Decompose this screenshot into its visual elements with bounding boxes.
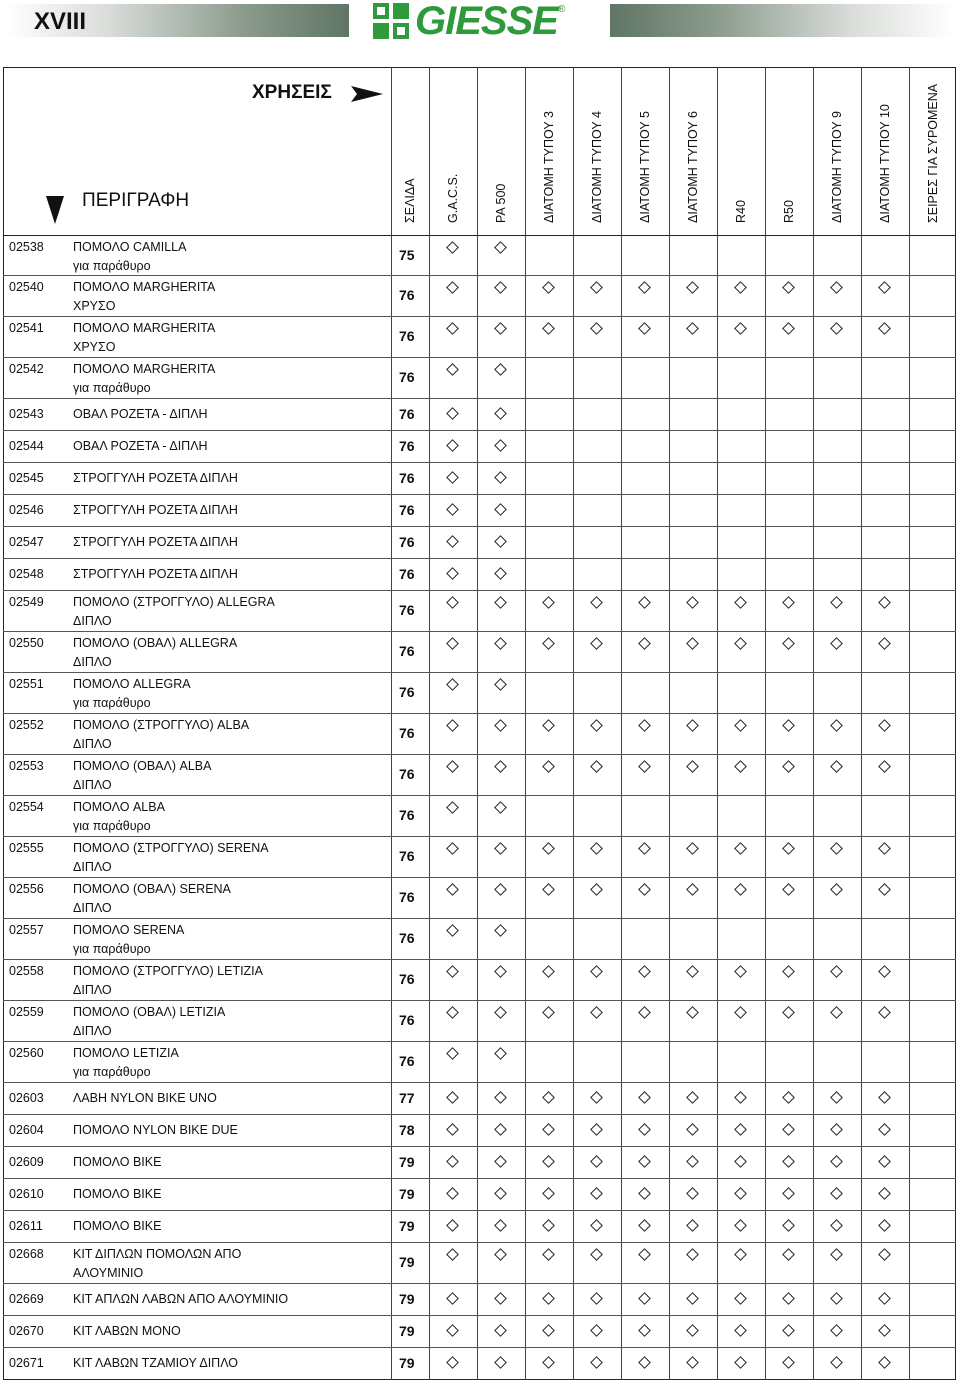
column-header: ΔΙΑΤΟΜΗ ΤΥΠΟΥ 9	[830, 111, 844, 223]
page-reference: 76	[399, 437, 415, 454]
item-code: 02611	[9, 1218, 43, 1233]
item-code: 02545	[9, 470, 44, 485]
column-header: R50	[782, 200, 796, 223]
column-header: ΔΙΑΤΟΜΗ ΤΥΠΟΥ 6	[686, 111, 700, 223]
row-divider	[3, 1242, 956, 1243]
item-description: ΠΟΜΟΛΟ (ΟΒΑΛ) ALLEGRA	[73, 636, 238, 650]
page-reference: 76	[399, 971, 415, 987]
column-header: ΣΕΛΙΔΑ	[403, 178, 417, 223]
column-divider	[669, 67, 670, 1380]
row-divider	[3, 526, 956, 527]
page-reference: 76	[399, 725, 415, 741]
page-reference: 76	[399, 501, 415, 518]
item-code: 02560	[9, 1046, 44, 1060]
item-description: ΔΙΠΛΟ	[73, 1023, 112, 1038]
page-reference: 76	[399, 1053, 415, 1069]
row-divider	[3, 316, 956, 317]
page-reference: 79	[399, 1153, 415, 1170]
item-code: 02550	[9, 636, 44, 650]
row-divider	[3, 1283, 956, 1284]
item-description: ΠΟΜΟΛΟ (ΣΤΡΟΓΓΥΛΟ) LETIZIA	[73, 964, 263, 978]
row-divider	[3, 1146, 956, 1147]
page-reference: 76	[399, 328, 415, 344]
uses-heading: ΧΡΗΣΕΙΣ	[252, 82, 332, 103]
row-divider	[3, 398, 956, 399]
page-reference: 77	[399, 1089, 415, 1106]
item-code: 02669	[9, 1291, 44, 1306]
item-code: 02559	[9, 1005, 44, 1019]
item-description: ΠΟΜΟΛΟ BIKE	[73, 1155, 162, 1169]
row-divider	[3, 754, 956, 755]
column-divider	[391, 67, 392, 1380]
item-description: ΠΟΜΟΛΟ BIKE	[73, 1219, 162, 1233]
page-reference: 79	[399, 1254, 415, 1270]
page-reference: 79	[399, 1322, 415, 1339]
item-description: ΠΟΜΟΛΟ ALBA	[73, 800, 165, 814]
page-reference: 76	[399, 1012, 415, 1028]
column-header: G.A.C.S.	[446, 173, 460, 223]
column-header: R40	[734, 200, 748, 223]
item-description: ΠΟΜΟΛΟ MARGHERITA	[73, 321, 216, 335]
item-description: ΔΙΠΛΟ	[73, 982, 112, 997]
item-description: ΧΡΥΣΟ	[73, 298, 116, 313]
row-divider	[3, 836, 956, 837]
item-code: 02549	[9, 595, 44, 609]
column-divider	[525, 67, 526, 1380]
item-code: 02540	[9, 280, 44, 294]
brand-logo	[373, 1, 565, 41]
row-divider	[3, 1315, 956, 1316]
row-divider	[3, 1210, 956, 1211]
page-reference: 75	[399, 246, 415, 263]
row-divider	[3, 1000, 956, 1001]
item-description: ΔΙΠΛΟ	[73, 777, 112, 792]
item-description: για παράθυρο	[73, 818, 151, 833]
page-reference: 76	[399, 533, 415, 550]
item-code: 02547	[9, 534, 44, 549]
row-divider	[3, 631, 956, 632]
row-divider	[3, 430, 956, 431]
page-reference: 76	[399, 565, 415, 582]
item-description: για παράθυρο	[73, 1064, 151, 1079]
item-description: ΛΑΒΗ NYLON BIKE UNO	[73, 1091, 217, 1105]
column-header: ΔΙΑΤΟΜΗ ΤΥΠΟΥ 10	[878, 104, 892, 223]
column-divider	[717, 67, 718, 1380]
row-divider	[3, 795, 956, 796]
item-code: 02668	[9, 1247, 44, 1261]
item-code: 02544	[9, 438, 44, 453]
row-divider	[3, 558, 956, 559]
page-reference: 76	[399, 889, 415, 905]
item-code: 02553	[9, 759, 44, 773]
column-divider	[909, 67, 910, 1380]
item-description: ΟΒΑΛ ΡΟΖΕΤΑ - ΔΙΠΛΗ	[73, 407, 208, 421]
page-reference: 76	[399, 405, 415, 422]
item-description: ΣΤΡΟΓΓΥΛΗ ΡΟΖΕΤΑ ΔΙΠΛΗ	[73, 471, 238, 485]
item-description: ΠΟΜΟΛΟ (ΣΤΡΟΓΓΥΛΟ) ALBA	[73, 718, 250, 732]
item-description: ΠΟΜΟΛΟ (ΟΒΑΛ) LETIZIA	[73, 1005, 226, 1019]
column-header: PA 500	[494, 183, 508, 223]
item-code: 02543	[9, 406, 44, 421]
row-divider	[3, 1082, 956, 1083]
arrow-down-icon	[46, 196, 64, 229]
item-description: ΔΙΠΛΟ	[73, 654, 112, 669]
item-code: 02610	[9, 1186, 44, 1201]
item-description: ΚΙΤ ΛΑΒΩΝ ΤΖΑΜΙΟΥ ΔΙΠΛΟ	[73, 1356, 239, 1370]
item-code: 02604	[9, 1122, 44, 1137]
page-reference: 76	[399, 643, 415, 659]
item-description: ΠΟΜΟΛΟ ALLEGRA	[73, 677, 191, 691]
page-reference: 76	[399, 807, 415, 823]
item-description: ΠΟΜΟΛΟ CAMILLA	[73, 240, 187, 254]
row-divider	[3, 494, 956, 495]
item-code: 02548	[9, 566, 44, 581]
row-divider	[3, 672, 956, 673]
item-description: ΠΟΜΟΛΟ MARGHERITA	[73, 280, 216, 294]
page-reference: 76	[399, 369, 415, 385]
item-code: 02551	[9, 677, 44, 691]
page-reference: 76	[399, 930, 415, 946]
column-divider	[813, 67, 814, 1380]
item-description: ΑΛΟΥΜΙΝΙΟ	[73, 1265, 144, 1280]
item-code: 02546	[9, 502, 44, 517]
item-description: για παράθυρο	[73, 695, 151, 710]
giesse-cross-logo-icon	[373, 3, 409, 39]
page-reference: 76	[399, 602, 415, 618]
row-divider	[3, 1041, 956, 1042]
page-reference: 76	[399, 469, 415, 486]
page-number: XVIII	[34, 8, 87, 35]
row-divider	[3, 275, 956, 276]
row-divider	[3, 1114, 956, 1115]
arrow-right-icon	[351, 86, 383, 107]
item-description: για παράθυρο	[73, 380, 151, 395]
row-divider	[3, 357, 956, 358]
row-divider	[3, 959, 956, 960]
column-header: ΣΕΙΡΕΣ ΓΙΑ ΣΥΡΟΜΕΝΑ	[925, 83, 940, 223]
item-description: ΧΡΥΣΟ	[73, 339, 116, 354]
column-header: ΔΙΑΤΟΜΗ ΤΥΠΟΥ 5	[638, 111, 652, 223]
item-code: 02541	[9, 321, 44, 335]
item-description: ΠΟΜΟΛΟ (ΟΒΑΛ) ALBA	[73, 759, 212, 773]
brand-name: GIESSE	[415, 0, 558, 43]
row-divider	[3, 713, 956, 714]
item-description: ΣΤΡΟΓΓΥΛΗ ΡΟΖΕΤΑ ΔΙΠΛΗ	[73, 567, 238, 581]
item-description: ΣΤΡΟΓΓΥΛΗ ΡΟΖΕΤΑ ΔΙΠΛΗ	[73, 503, 238, 517]
item-description: ΠΟΜΟΛΟ MARGHERITA	[73, 362, 216, 376]
page-reference: 79	[399, 1185, 415, 1202]
item-code: 02558	[9, 964, 44, 978]
column-divider	[429, 67, 430, 1380]
page-reference: 79	[399, 1354, 415, 1371]
item-code: 02552	[9, 718, 44, 732]
item-description: ΚΙΤ ΔΙΠΛΩΝ ΠΟΜΟΛΩΝ ΑΠΟ	[73, 1247, 242, 1261]
column-divider	[573, 67, 574, 1380]
item-code: 02670	[9, 1323, 44, 1338]
header-divider	[3, 235, 956, 236]
item-description: ΠΟΜΟΛΟ (ΣΤΡΟΓΓΥΛΟ) ALLEGRA	[73, 595, 275, 609]
row-divider	[3, 877, 956, 878]
item-description: ΚΙΤ ΛΑΒΩΝ ΜΟΝΟ	[73, 1324, 181, 1338]
row-divider	[3, 1178, 956, 1179]
item-description: ΔΙΠΛΟ	[73, 900, 112, 915]
page-reference: 76	[399, 766, 415, 782]
page-reference: 76	[399, 287, 415, 303]
item-description: ΣΤΡΟΓΓΥΛΗ ΡΟΖΕΤΑ ΔΙΠΛΗ	[73, 535, 238, 549]
item-description: ΠΟΜΟΛΟ BIKE	[73, 1187, 162, 1201]
column-header: ΔΙΑΤΟΜΗ ΤΥΠΟΥ 4	[590, 111, 604, 223]
row-divider	[3, 590, 956, 591]
item-code: 02603	[9, 1090, 44, 1105]
page-reference: 76	[399, 684, 415, 700]
item-code: 02554	[9, 800, 44, 814]
item-description: για παράθυρο	[73, 941, 151, 956]
item-code: 02557	[9, 923, 44, 937]
item-code: 02538	[9, 240, 44, 254]
item-description: για παράθυρο	[73, 258, 151, 273]
item-code: 02556	[9, 882, 44, 896]
item-description: ΔΙΠΛΟ	[73, 613, 112, 628]
item-description: ΠΟΜΟΛΟ SERENA	[73, 923, 185, 937]
description-heading: ΠΕΡΙΓΡΑΦΗ	[82, 190, 190, 211]
row-divider	[3, 1347, 956, 1348]
column-divider	[621, 67, 622, 1380]
page-reference: 78	[399, 1121, 415, 1138]
item-code: 02671	[9, 1355, 44, 1370]
item-description: ΠΟΜΟΛΟ (ΟΒΑΛ) SERENA	[73, 882, 231, 896]
column-divider	[861, 67, 862, 1380]
item-code: 02542	[9, 362, 44, 376]
item-code: 02609	[9, 1154, 44, 1169]
row-divider	[3, 918, 956, 919]
column-divider	[765, 67, 766, 1380]
row-divider	[3, 462, 956, 463]
item-description: ΔΙΠΛΟ	[73, 859, 112, 874]
item-description: ΠΟΜΟΛΟ LETIZIA	[73, 1046, 179, 1060]
item-description: ΔΙΠΛΟ	[73, 736, 112, 751]
page-reference: 79	[399, 1290, 415, 1307]
item-description: ΠΟΜΟΛΟ NYLON BIKE DUE	[73, 1123, 238, 1137]
page-reference: 79	[399, 1217, 415, 1234]
item-description: ΟΒΑΛ ΡΟΖΕΤΑ - ΔΙΠΛΗ	[73, 439, 208, 453]
item-code: 02555	[9, 841, 44, 855]
page-reference: 76	[399, 848, 415, 864]
registered-mark: ®	[557, 4, 566, 15]
column-header: ΔΙΑΤΟΜΗ ΤΥΠΟΥ 3	[542, 111, 556, 223]
item-description: ΠΟΜΟΛΟ (ΣΤΡΟΓΓΥΛΟ) SERENA	[73, 841, 269, 855]
column-divider	[477, 67, 478, 1380]
item-description: ΚΙΤ ΑΠΛΩΝ ΛΑΒΩΝ ΑΠΟ ΑΛΟΥΜΙΝΙΟ	[73, 1292, 289, 1306]
header-band-right	[610, 4, 954, 37]
